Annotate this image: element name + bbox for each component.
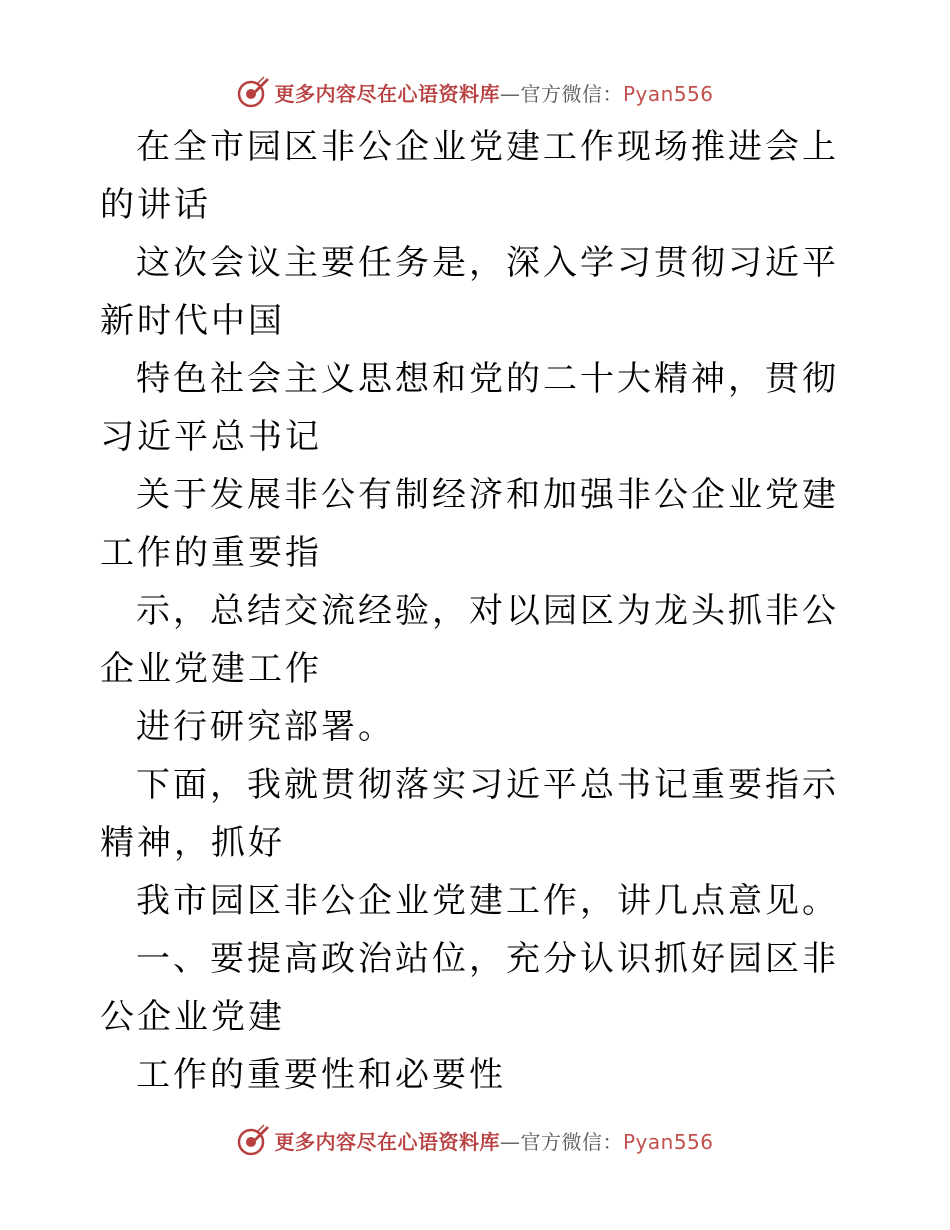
header-banner-text [274, 78, 713, 107]
header-banner [0, 72, 950, 112]
quill-pen-logo-icon [236, 75, 270, 109]
footer-banner [0, 1120, 950, 1160]
footer-banner-text [274, 1126, 713, 1155]
paragraph: 这次会议主要任务是，深入学习贯彻习近平新时代中国 [100, 243, 839, 341]
paragraph: 示，总结交流经验，对以园区为龙头抓非公企业党建工作 [100, 591, 839, 689]
header-wechat-label: 官方微信： [520, 81, 623, 106]
header-brand-text: 更多内容尽在心语资料库 [274, 81, 500, 106]
paragraph: 我市园区非公企业党建工作，讲几点意见。 [136, 881, 839, 921]
paragraph: 关于发展非公有制经济和加强非公企业党建工作的重要指 [100, 475, 839, 573]
paragraph: 工作的重要性和必要性 [136, 1055, 506, 1095]
header-dash: — [499, 81, 521, 106]
document-title: 在全市园区非公企业党建工作现场推进会上的讲话 [100, 127, 839, 225]
quill-pen-logo-icon [236, 1123, 270, 1157]
footer-wechat-label: 官方微信： [520, 1129, 623, 1154]
footer-brand-text: 更多内容尽在心语资料库 [274, 1129, 500, 1154]
footer-dash: — [499, 1129, 521, 1154]
section-heading: 一、要提高政治站位，充分认识抓好园区非公企业党建 [100, 939, 839, 1037]
header-wechat-id: Pyan556 [622, 81, 714, 106]
paragraph: 特色社会主义思想和党的二十大精神，贯彻习近平总书记 [100, 359, 839, 457]
paragraph: 下面，我就贯彻落实习近平总书记重要指示精神，抓好 [100, 765, 839, 863]
footer-wechat-id: Pyan556 [622, 1129, 714, 1154]
paragraph: 进行研究部署。 [136, 707, 395, 747]
document-body [100, 118, 855, 1104]
